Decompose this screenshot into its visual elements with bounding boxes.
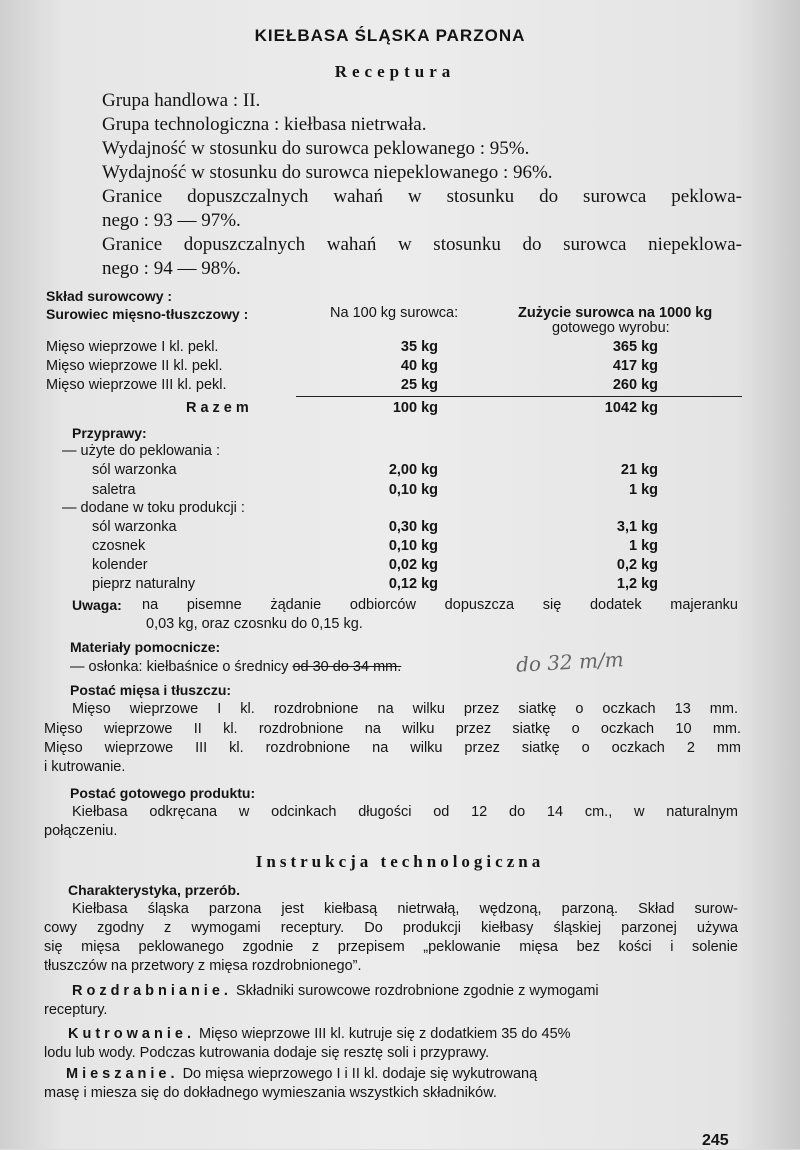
spice-per100: 0,10 kg [388, 482, 438, 498]
row-name: Mięso wieprzowe III kl. pekl. [46, 377, 227, 393]
spice-use: 3,1 kg [616, 519, 658, 535]
spice-name: sól warzonka [92, 519, 177, 535]
casing-text: — osłonka: kiełbaśnice o średnicy [70, 659, 293, 675]
col-use-header-line1: Zużycie surowca na 1000 kg [518, 305, 713, 321]
tech-group: Grupa technologiczna : kiełbasa nietrwała. [102, 114, 427, 135]
col-raw-header: Surowiec mięsno-tłuszczowy : [46, 306, 249, 322]
grinding-line2: receptury. [44, 1002, 108, 1018]
composition-heading: Skład surowcowy : [46, 288, 173, 304]
mixing-line2: masę i miesza się do dokładnego wymieszania wszystkich składników. [44, 1085, 497, 1101]
row-use: 365 kg [612, 339, 658, 355]
product-line1: Kiełbasa odkręcana w odcinkach długości od 12 do 14 cm., w naturalnym [72, 804, 738, 820]
spice-use: 1 kg [628, 482, 658, 498]
form-line4: i kutrowanie. [44, 759, 126, 775]
mixing-line1 [66, 1066, 537, 1082]
instruction-title: Instrukcja technologiczna [255, 852, 545, 871]
cutting-label: Kutrowanie. [68, 1026, 195, 1042]
spice-name: saletra [92, 482, 136, 498]
product-heading: Postać gotowego produktu: [70, 785, 256, 801]
form-line3: Mięso wieprzowe III kl. rozdrobnione na wilku przez siatkę o oczkach 2 mm [44, 740, 741, 756]
spice-use: 1,2 kg [616, 576, 658, 592]
spices-production-label: — dodane w toku produkcji : [62, 500, 245, 516]
spice-use: 1 kg [628, 538, 658, 554]
spices-heading: Przyprawy: [72, 425, 147, 441]
mixing-text: Do mięsa wieprzowego I i II kl. dodaje się wykutrowaną [182, 1066, 538, 1082]
yield-unpickled: Wydajność w stosunku do surowca niepeklowanego : 96%. [102, 162, 553, 183]
total-use: 1042 kg [604, 400, 658, 416]
spice-per100: 0,10 kg [388, 538, 438, 554]
row-per100: 35 kg [400, 339, 438, 355]
spice-per100: 0,30 kg [388, 519, 438, 535]
char-line4: tłuszczów na przetwory z mięsa rozdrobnionego”. [44, 958, 362, 974]
grinding-label: Rozdrabnianie. [72, 983, 232, 999]
total-label: Razem [186, 400, 253, 416]
char-line2: cowy zgodny z wymogami receptury. Do produkcji kiełbasy śląskiej parzonej używa [44, 920, 738, 936]
recipe-title: KIEŁBASA ŚLĄSKA PARZONA [254, 26, 526, 45]
casing-strikethrough: od 30 do 34 mm. [292, 659, 402, 675]
note-line1: na pisemne żądanie odbiorców dopuszcza się dodatek majeranku [142, 597, 738, 613]
col-per100-header: Na 100 kg surowca: [330, 305, 459, 321]
spice-name: kolender [92, 557, 148, 573]
spice-name: pieprz naturalny [92, 576, 196, 592]
limits-pickled-line1: Granice dopuszczalnych wahań w stosunku do surowca peklowa- [102, 186, 742, 207]
row-name: Mięso wieprzowe II kl. pekl. [46, 358, 223, 374]
row-name: Mięso wieprzowe I kl. pekl. [46, 339, 219, 355]
spice-name: sól warzonka [92, 462, 177, 478]
page-number: 245 [702, 1132, 729, 1149]
grinding-text: Składniki surowcowe rozdrobnione zgodnie z wymogami [235, 983, 599, 999]
cutting-text: Mięso wieprzowe III kl. kutruje się z dodatkiem 35 do 45% [199, 1026, 571, 1042]
characteristics-heading: Charakterystyka, przerób. [68, 882, 240, 898]
form-line1: Mięso wieprzowe I kl. rozdrobnione na wilku przez siatkę o oczkach 13 mm. [72, 701, 738, 717]
limits-unpickled-line1: Granice dopuszczalnych wahań w stosunku do surowca niepeklowa- [102, 234, 742, 255]
row-use: 260 kg [612, 377, 658, 393]
spice-name: czosnek [92, 538, 146, 554]
grinding-line1 [72, 983, 599, 999]
auxiliary-heading: Materiały pomocnicze: [70, 639, 221, 655]
note-line2: 0,03 kg, oraz czosnku do 0,15 kg. [146, 616, 363, 632]
total-per100: 100 kg [392, 400, 438, 416]
row-per100: 25 kg [400, 377, 438, 393]
form-heading: Postać mięsa i tłuszczu: [70, 682, 232, 698]
limits-pickled-line2: nego : 93 — 97%. [102, 210, 241, 231]
spices-pickling-label: — użyte do peklowania : [62, 443, 220, 459]
mixing-label: Mieszanie. [66, 1066, 179, 1082]
note-label: Uwaga: [72, 597, 122, 613]
spice-per100: 0,12 kg [388, 576, 438, 592]
row-use: 417 kg [612, 358, 658, 374]
col-use-header-line2: gotowego wyrobu: [552, 320, 670, 336]
yield-pickled: Wydajność w stosunku do surowca peklowanego : 95%. [102, 138, 530, 159]
spice-use: 21 kg [620, 462, 658, 478]
form-line2: Mięso wieprzowe II kl. rozdrobnione na wilku przez siatkę o oczkach 10 mm. [44, 721, 741, 737]
total-rule [296, 396, 742, 397]
recipe-subtitle: Receptura [334, 62, 456, 81]
spice-use: 0,2 kg [616, 557, 658, 573]
product-line2: połączeniu. [44, 823, 118, 839]
limits-unpickled-line2: nego : 94 — 98%. [102, 258, 241, 279]
trade-group: Grupa handlowa : II. [102, 90, 261, 111]
char-line1: Kiełbasa śląska parzona jest kiełbasą nietrwałą, wędzoną, parzoną. Skład surow- [72, 901, 738, 917]
spice-per100: 0,02 kg [388, 557, 438, 573]
casing-line [70, 659, 401, 675]
handwritten-note: do 32 m/m [515, 647, 625, 677]
spice-per100: 2,00 kg [388, 462, 438, 478]
cutting-line1 [68, 1026, 571, 1042]
cutting-line2: lodu lub wody. Podczas kutrowania dodaje się resztę soli i przyprawy. [44, 1045, 490, 1061]
row-per100: 40 kg [400, 358, 438, 374]
char-line3: się mięsa peklowanego zgodnie z przepisem „peklowanie mięsa bez kości i solenie [44, 939, 738, 955]
